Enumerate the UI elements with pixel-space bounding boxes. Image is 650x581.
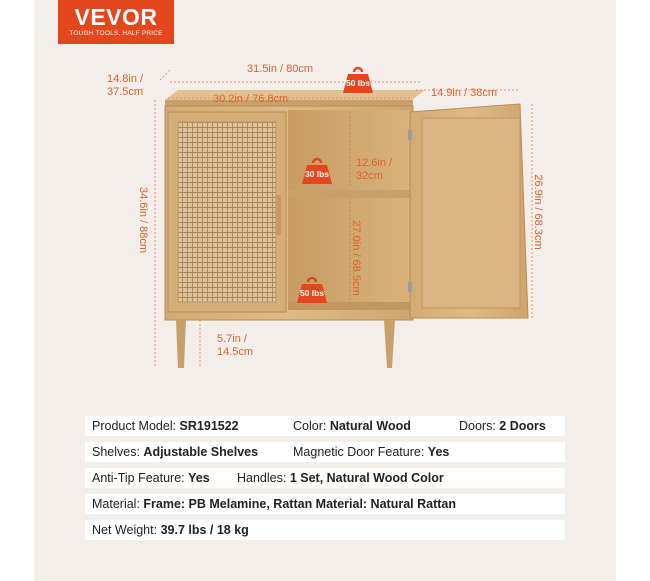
total-width-label: 31.5in / 80cm [247, 63, 314, 75]
leg-height-label: 5.7in / 14.5cm [217, 333, 254, 358]
spec-row [85, 494, 565, 514]
brand-name: VEVOR [74, 4, 158, 30]
inner-height-label: 27.0in / 68.5cm [350, 220, 362, 296]
spec-row [85, 416, 565, 436]
spec-row [85, 520, 565, 540]
total-height-label: 34.6in / 88cm [137, 186, 149, 254]
spec-handles: Handles: 1 Set, Natural Wood Color [237, 471, 444, 485]
shelf-gap-label: 12.6in / 32cm [356, 157, 393, 182]
spec-doors: Doors: 2 Doors [459, 419, 546, 433]
spec-product-model: Product Model: SR191522 [92, 419, 239, 433]
spec-magnetic-door: Magnetic Door Feature: Yes [293, 445, 450, 459]
door-height-label: 26.9in / 68.3cm [532, 174, 544, 250]
shelf-weight-badge: 30 lbs [301, 157, 333, 185]
cabinet-top [165, 90, 425, 108]
door-handle [276, 195, 281, 235]
door-depth-label: 14.9in / 38cm [431, 87, 498, 99]
spec-anti-tip: Anti-Tip Feature: Yes [92, 471, 210, 485]
bottom-weight-badge: 50 lbs [296, 276, 328, 304]
brand-tagline: TOUGH TOOLS, HALF PRICE [69, 30, 163, 37]
spec-row [85, 468, 565, 488]
spec-net-weight: Net Weight: 39.7 lbs / 18 kg [92, 523, 249, 537]
cabinet-legs [176, 320, 395, 368]
inner-width-label: 30.2in / 76.8cm [213, 93, 289, 105]
spec-shelves: Shelves: Adjustable Shelves [92, 445, 259, 459]
spec-row [85, 442, 565, 462]
spec-color: Color: Natural Wood [293, 419, 411, 433]
depth-label: 14.8in / 37.5cm [107, 73, 144, 98]
spec-material: Material: Frame: PB Melamine, Rattan Material: Natural Rattan [92, 497, 456, 511]
top-weight-badge: 50 lbs [342, 66, 374, 94]
left-rattan-door [168, 112, 286, 312]
right-open-door [408, 104, 528, 318]
